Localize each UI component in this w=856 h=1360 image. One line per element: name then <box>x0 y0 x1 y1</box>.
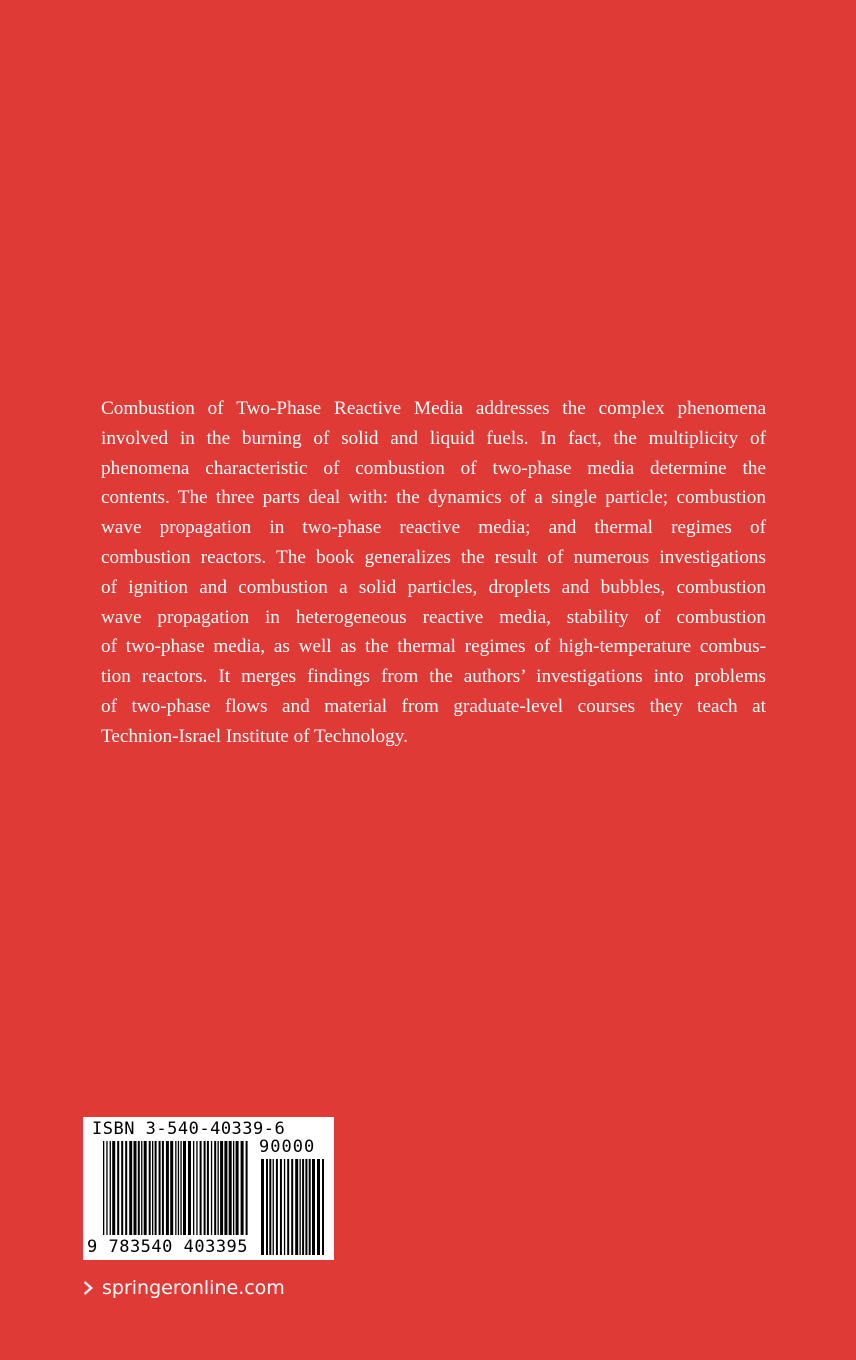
barcode-bar <box>117 1141 119 1235</box>
barcode-bar <box>162 1141 164 1235</box>
barcode-bar <box>196 1141 197 1235</box>
barcode-bar <box>149 1141 151 1235</box>
publisher-website-link[interactable] <box>83 1275 285 1301</box>
barcode-bar <box>134 1141 137 1235</box>
barcode-bar <box>276 1159 278 1255</box>
description-line: tion reactors. It merges findings from the authors’ investigations into problems <box>101 666 766 688</box>
barcode-bar <box>211 1141 212 1235</box>
barcode-bar <box>302 1159 304 1255</box>
barcode-bar <box>266 1159 268 1255</box>
barcode-bar <box>138 1141 140 1235</box>
barcode-bar <box>309 1159 311 1255</box>
barcode-bar <box>193 1141 194 1235</box>
barcode-bar <box>300 1159 301 1255</box>
barcode-bar <box>220 1141 223 1235</box>
barcode-bar <box>159 1141 161 1235</box>
barcode-bar <box>287 1159 289 1255</box>
barcode-bar <box>207 1141 209 1235</box>
barcode-bar <box>121 1141 123 1235</box>
barcode-bar <box>170 1141 173 1235</box>
description-line: contents. The three parts deal with: the dynamics of a single particle; combustion <box>101 487 766 509</box>
description-line: Technion-Israel Institute of Technology. <box>101 725 408 747</box>
barcode-bar <box>233 1141 234 1235</box>
barcode-bar <box>218 1141 219 1235</box>
barcode-bar <box>229 1141 232 1235</box>
barcode-bar <box>236 1141 239 1235</box>
barcode-bar <box>188 1141 191 1235</box>
barcode-bar <box>175 1141 176 1235</box>
isbn-label: ISBN 3-540-40339-6 <box>92 1119 286 1139</box>
description-line: wave propagation in two-phase reactive media; and thermal regimes of <box>101 517 766 539</box>
barcode-bar <box>106 1141 107 1235</box>
description-line: involved in the burning of solid and liquid fuels. In fact, the multiplicity of <box>101 427 766 449</box>
barcode-bar <box>241 1141 244 1235</box>
description-line: of ignition and combustion a solid particles, droplets and bubbles, combustion <box>101 576 766 598</box>
barcode-bar <box>112 1141 115 1235</box>
description-line: wave propagation in heterogeneous reactive media, stability of combustion <box>101 606 766 628</box>
barcode-bar <box>183 1141 186 1235</box>
barcode-bar <box>110 1141 111 1235</box>
barcode-bar <box>284 1159 285 1255</box>
barcode-bar <box>273 1159 274 1255</box>
barcode-bar <box>144 1141 147 1235</box>
barcode-bar <box>312 1159 315 1255</box>
description-line: Combustion of Two-Phase Reactive Media addresses the complex phenomena <box>101 398 766 419</box>
description-line: of two-phase media, as well as the thermal regimes of high-temperature combus- <box>101 636 766 658</box>
barcode-bar <box>141 1141 142 1235</box>
barcode-bar <box>305 1159 307 1255</box>
barcode-bar <box>166 1141 169 1235</box>
barcode-bar <box>295 1159 298 1255</box>
barcode-bar <box>129 1141 132 1235</box>
barcode-bar <box>317 1159 320 1255</box>
barcode-bar <box>214 1141 216 1235</box>
description-line: phenomena characteristic of combustion of two-phase media determine the <box>101 457 766 479</box>
barcode-bar <box>204 1141 206 1235</box>
barcode-addon-code: 90000 <box>259 1137 316 1157</box>
barcode-bar <box>269 1159 271 1255</box>
barcode-bar <box>125 1141 127 1235</box>
barcode-bar <box>280 1159 282 1255</box>
ean-code: 9 783540 403395 <box>87 1237 249 1257</box>
isbn-barcode <box>83 1117 334 1260</box>
description-line: combustion reactors. The book generalizes the result of numerous investigations <box>101 546 766 568</box>
barcode-bar <box>152 1141 153 1235</box>
barcode-bar <box>200 1141 202 1235</box>
book-description <box>101 394 766 752</box>
barcode-bar <box>322 1159 324 1255</box>
description-line: of two-phase flows and material from graduate-level courses they teach at <box>101 695 766 717</box>
barcode-bar <box>103 1141 104 1235</box>
barcode-bar <box>291 1159 293 1255</box>
website-text: springeronline.com <box>102 1277 285 1299</box>
barcode-bar <box>224 1141 227 1235</box>
barcode-bar <box>261 1159 264 1255</box>
barcode-bar <box>178 1141 179 1235</box>
barcode-bar <box>155 1141 157 1235</box>
chevron-right-icon <box>83 1280 95 1296</box>
barcode-bar <box>180 1141 181 1235</box>
barcode-bar <box>246 1141 248 1235</box>
